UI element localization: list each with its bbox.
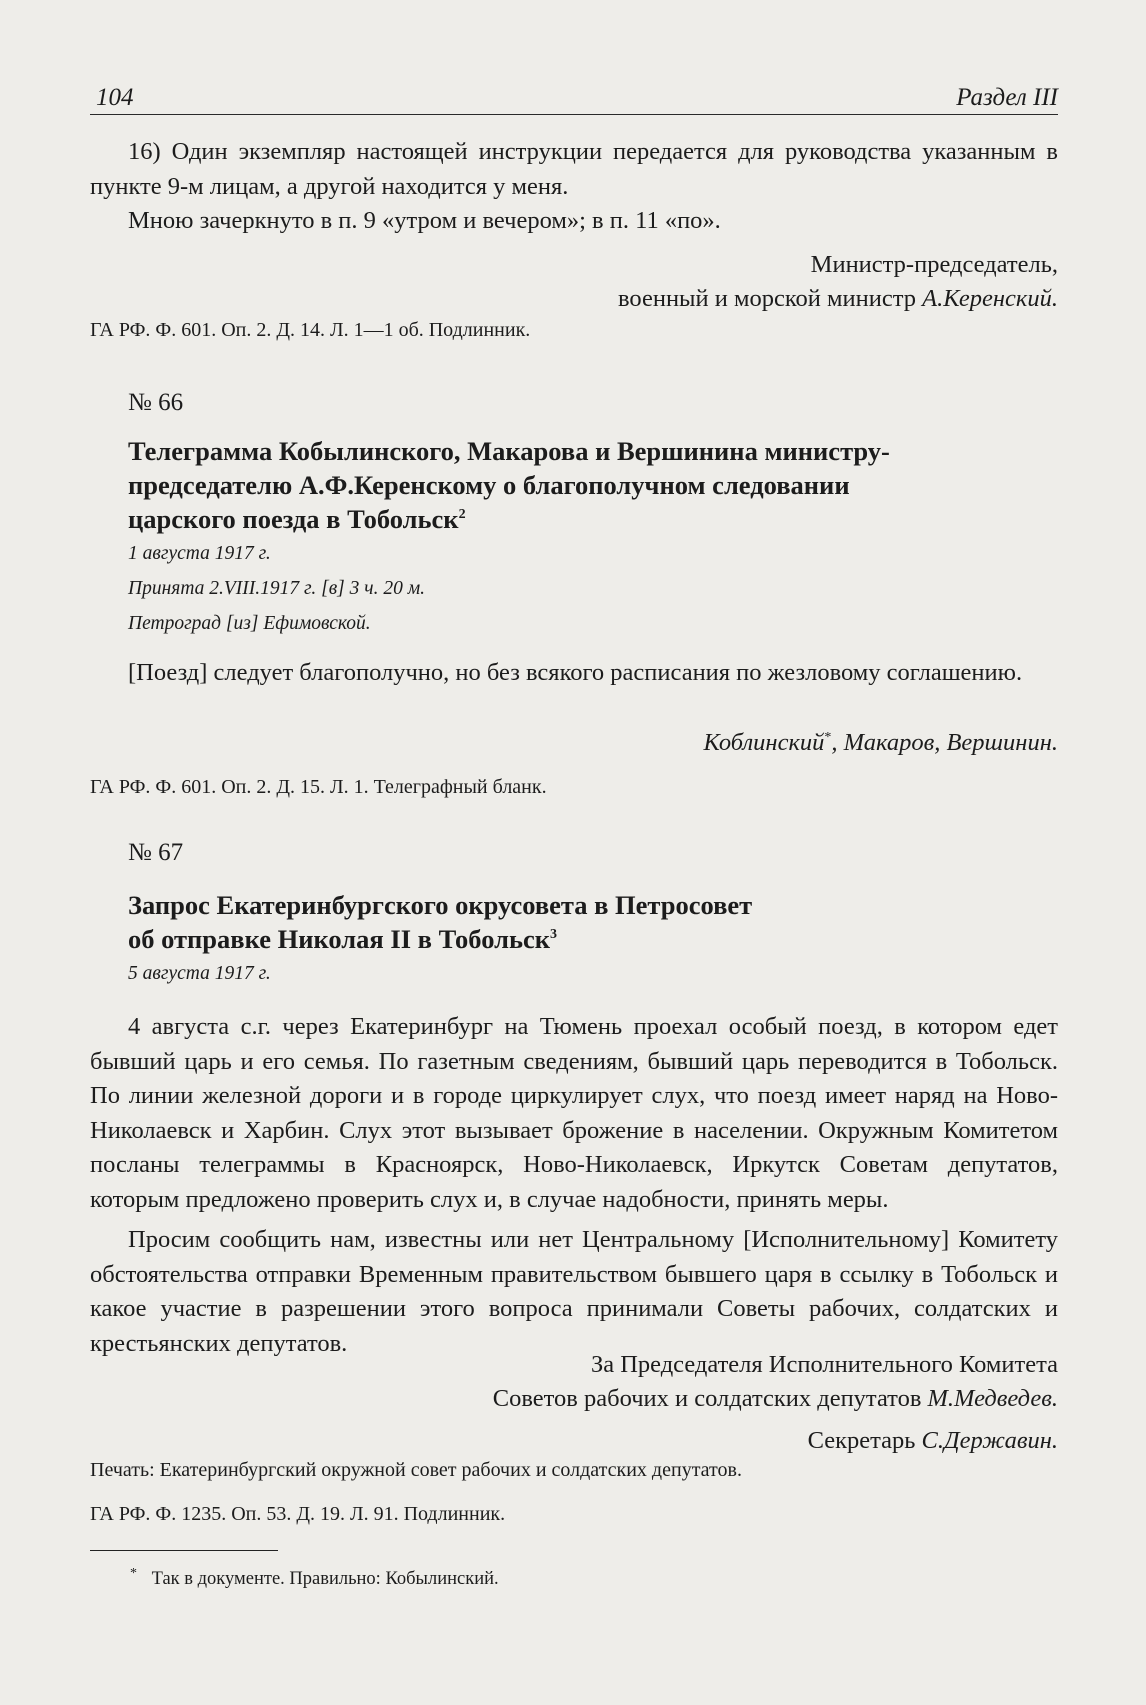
title-line: председателю А.Ф.Керенскому о благополучном следовании [128,470,850,500]
page [90,70,1058,115]
signature-name: С.Державин. [921,1427,1058,1454]
footnote-ref: 2 [458,507,466,523]
doc67-para-1: 4 августа с.г. через Екатеринбург на Тюмень проехал особый поезд, в котором едет бывший царь и его семья. По газетным сведениям, бывший царь переводится в Тобольск. По линии железной дороги и в городе циркулирует слух, что поезд имеет наряд на Ново-Николаевск и Харбин. Слух этот вызывает брожение в населении. Окружным Комитетом посланы телеграммы в Красноярск, Ново-Николаевск, Иркутск Советам депутатов, которым предложено проверить слух и, в случае надобности, принять меры. [90,1013,1058,1213]
signature-line: Секретарь С.Державин. [807,1427,1058,1454]
doc66-body: [Поезд] следует благополучно, но без всякого расписания по жезловому соглашению. [128,659,1023,686]
doc67-date: 5 августа 1917 г. [128,963,271,984]
instruction-para-16: 16) Один экземпляр настоящей инструкции передается для руководства указанным в пункте 9-м лицам, а другой находится у меня. [90,138,1058,200]
doc67-print: Печать: Екатеринбургский окружной совет рабочих и солдатских депутатов. [90,1459,742,1481]
footnote-text: Так в документе. Правильно: Кобылинский. [151,1569,499,1589]
section-title: Раздел III [956,84,1058,111]
footnote-star: * [824,729,832,745]
doc66-number: № 66 [128,389,184,416]
signature-line: Министр-председатель, [810,251,1058,278]
doc66-route: Петроград [из] Ефимовской. [128,613,371,634]
signature-line: Советов рабочих и солдатских депутатов М.Медведев. [492,1385,1058,1412]
footnote-ref: 3 [550,927,558,943]
instruction-source: ГА РФ. Ф. 601. Оп. 2. Д. 14. Л. 1—1 об. Подлинник. [90,319,531,341]
signature-name: А.Керенский. [922,285,1058,312]
footnote-mark: * [130,1565,137,1581]
doc67-source: ГА РФ. Ф. 1235. Оп. 53. Д. 19. Л. 91. Подлинник. [90,1503,506,1525]
doc67-number: № 67 [128,839,184,866]
page-header [90,70,1058,115]
doc66-received: Принята 2.VIII.1917 г. [в] 3 ч. 20 м. [128,578,426,599]
doc66-signature: Коблинский*, Макаров, Вершинин. [703,729,1058,756]
doc67-signature [90,1348,1058,1458]
doc66-date: 1 августа 1917 г. [128,543,271,564]
doc66-title [90,434,1058,536]
doc67-title [90,888,1058,956]
title-line: Запрос Екатеринбургского окрусовета в Петросовет [128,890,753,920]
footnote-divider [90,1550,278,1551]
footnote [130,1566,499,1592]
instruction-signature [90,248,1058,316]
instruction-note: Мною зачеркнуто в п. 9 «утром и вечером»; в п. 11 «по». [128,207,721,234]
title-line: Телеграмма Кобылинского, Макарова и Вершинина министру- [128,436,890,466]
doc67-para-2: Просим сообщить нам, известны или нет Центральному [Исполнительному] Комитету обстоятельства отправки Временным правительством бывшего царя в ссылку в Тобольск и какое участие в разрешении этого вопроса принимали Советы рабочих, солдатских и крестьянских депутатов. [90,1226,1058,1357]
page-number: 104 [96,84,134,111]
title-line: об отправке Николая II в Тобольск$^3$ [128,924,558,954]
signature-line: военный и морской министр А.Керенский. [618,285,1058,312]
signature-name: М.Медведев. [927,1385,1058,1412]
doc66-source: ГА РФ. Ф. 601. Оп. 2. Д. 15. Л. 1. Телеграфный бланк. [90,776,547,798]
signature-line: За Председателя Исполнительного Комитета [590,1351,1058,1378]
title-line: царского поезда в Тобольск$^2$ [128,504,466,534]
